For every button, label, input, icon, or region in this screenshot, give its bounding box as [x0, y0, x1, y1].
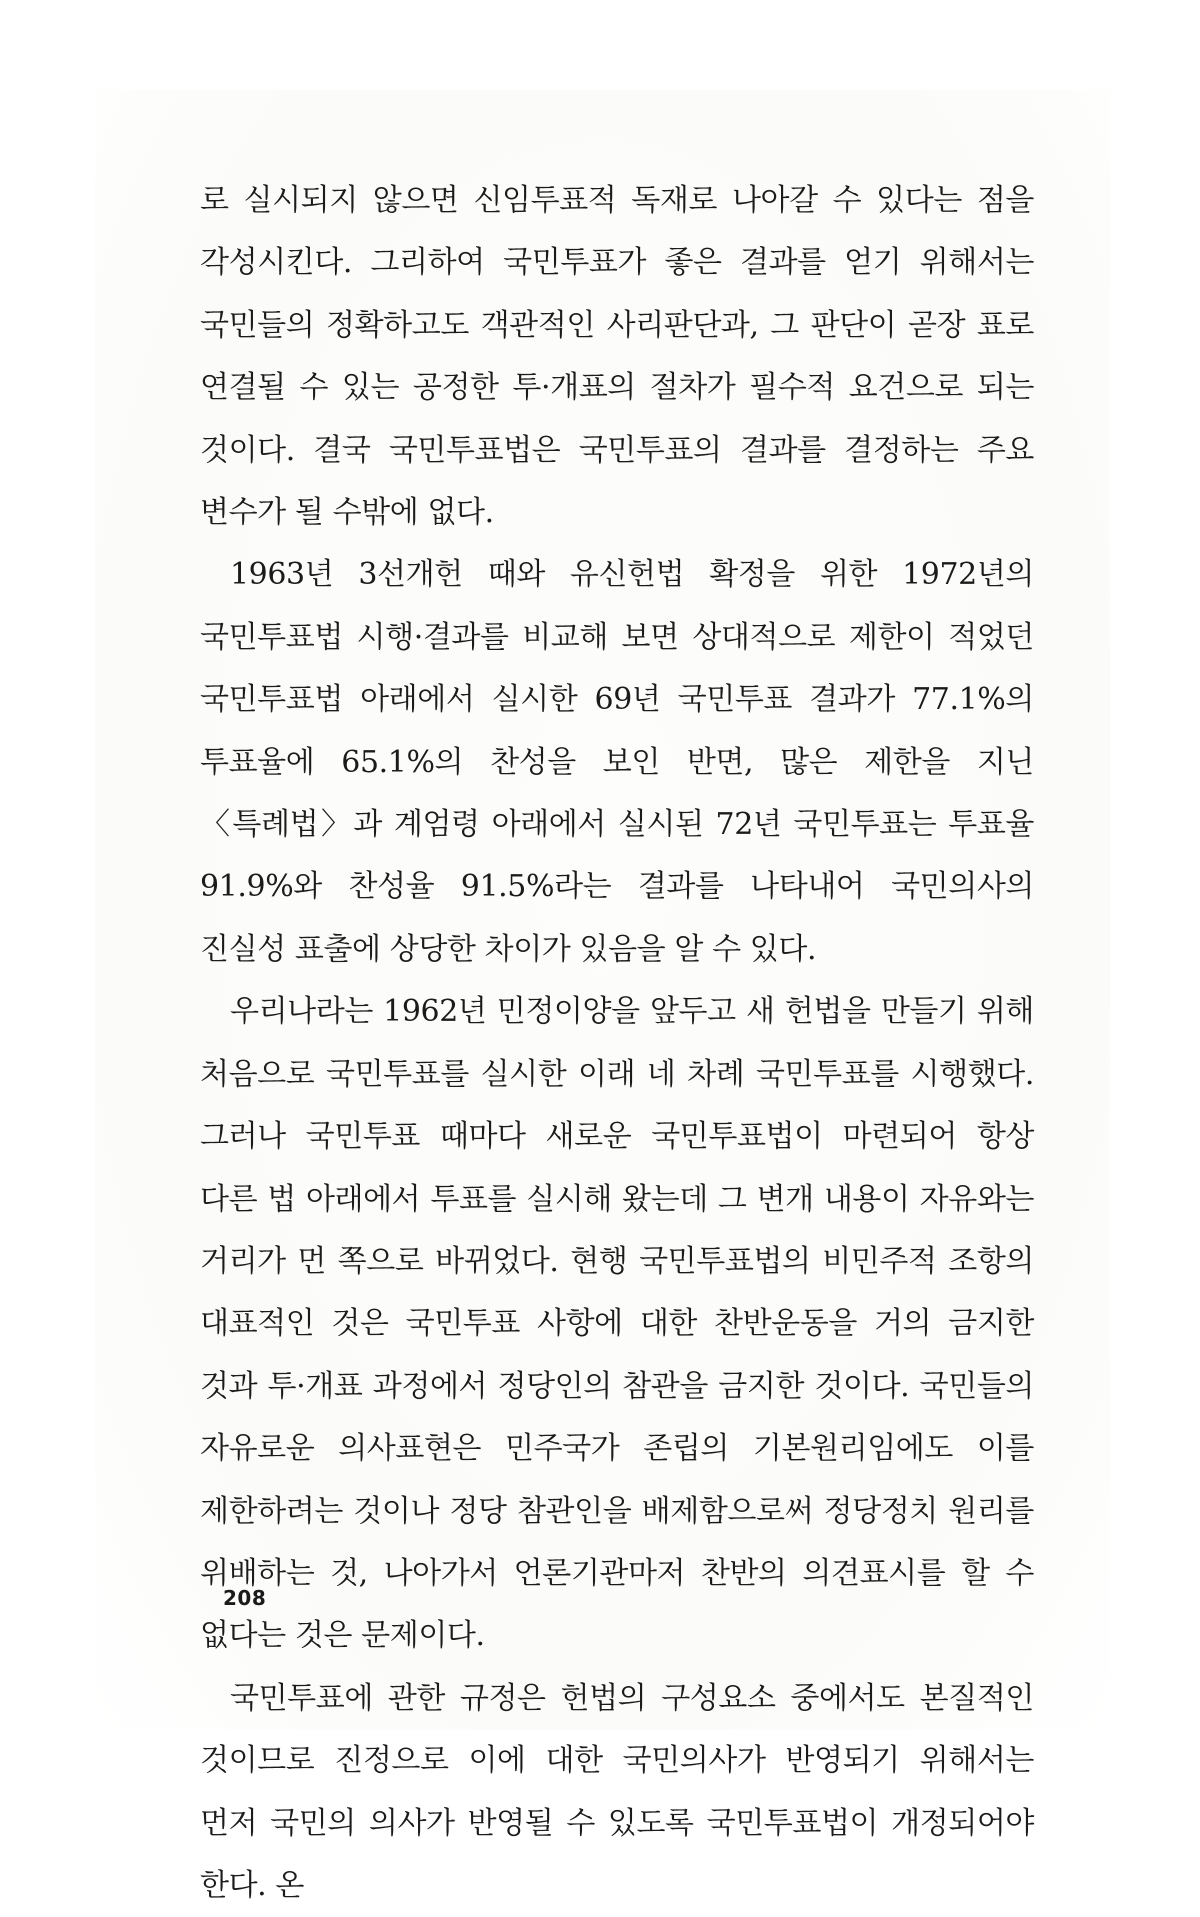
paragraph-referendum-comparison: 1963년 3선개헌 때와 유신헌법 확정을 위한 1972년의 국민투표법 시행·결과를 비교해 보면 상대적으로 제한이 적었던 국민투표법 아래에서 실시한 69년 국민투표 결과가 77.1%의 투표율에 65.1%의 찬성을 보인 반면, 많은 제한을 지닌 〈특례법〉과 계엄령 아래에서 실시된 72년 국민투표는 투표율 91.9%와 찬성율 91.5%라는 결과를 나타내어 국민의사의 진실성 표출에 상당한 차이가 있음을 알 수 있다. [200, 557, 1034, 967]
body-text [200, 170, 1034, 1917]
page-number: 208 [223, 1586, 267, 1610]
paragraph-referendum-reform: 국민투표에 관한 규정은 헌법의 구성요소 중에서도 본질적인 것이므로 진정으로 이에 대한 국민의사가 반영되기 위해서는 먼저 국민의 의사가 반영될 수 있도록 국민투표법이 개정되어야 한다. 온 [200, 1680, 1034, 1903]
paragraph-continuation: 로 실시되지 않으면 신임투표적 독재로 나아갈 수 있다는 점을 각성시킨다. 그리하여 국민투표가 좋은 결과를 얻기 위해서는 국민들의 정확하고도 객관적인 사리판단과, 그 판단이 곧장 표로 연결될 수 있는 공정한 투·개표의 절차가 필수적 요건으로 되는 것이다. 결국 국민투표법은 국민투표의 결과를 결정하는 주요 변수가 될 수밖에 없다. [200, 183, 1034, 531]
paragraph-referendum-history: 우리나라는 1962년 민정이양을 앞두고 새 헌법을 만들기 위해 처음으로 국민투표를 실시한 이래 네 차례 국민투표를 시행했다. 그러나 국민투표 때마다 새로운 국민투표법이 마련되어 항상 다른 법 아래에서 투표를 실시해 왔는데 그 변개 내용이 자유와는 거리가 먼 쪽으로 바뀌었다. 현행 국민투표법의 비민주적 조항의 대표적인 것은 국민투표 사항에 대한 찬반운동을 거의 금지한 것과 투·개표 과정에서 정당인의 참관을 금지한 것이다. 국민들의 자유로운 의사표현은 민주국가 존립의 기본원리임에도 이를 제한하려는 것이나 정당 참관인을 배제함으로써 정당정치 원리를 위배하는 것, 나아가서 언론기관마저 찬반의 의견표시를 할 수 없다는 것은 문제이다. [200, 994, 1034, 1654]
